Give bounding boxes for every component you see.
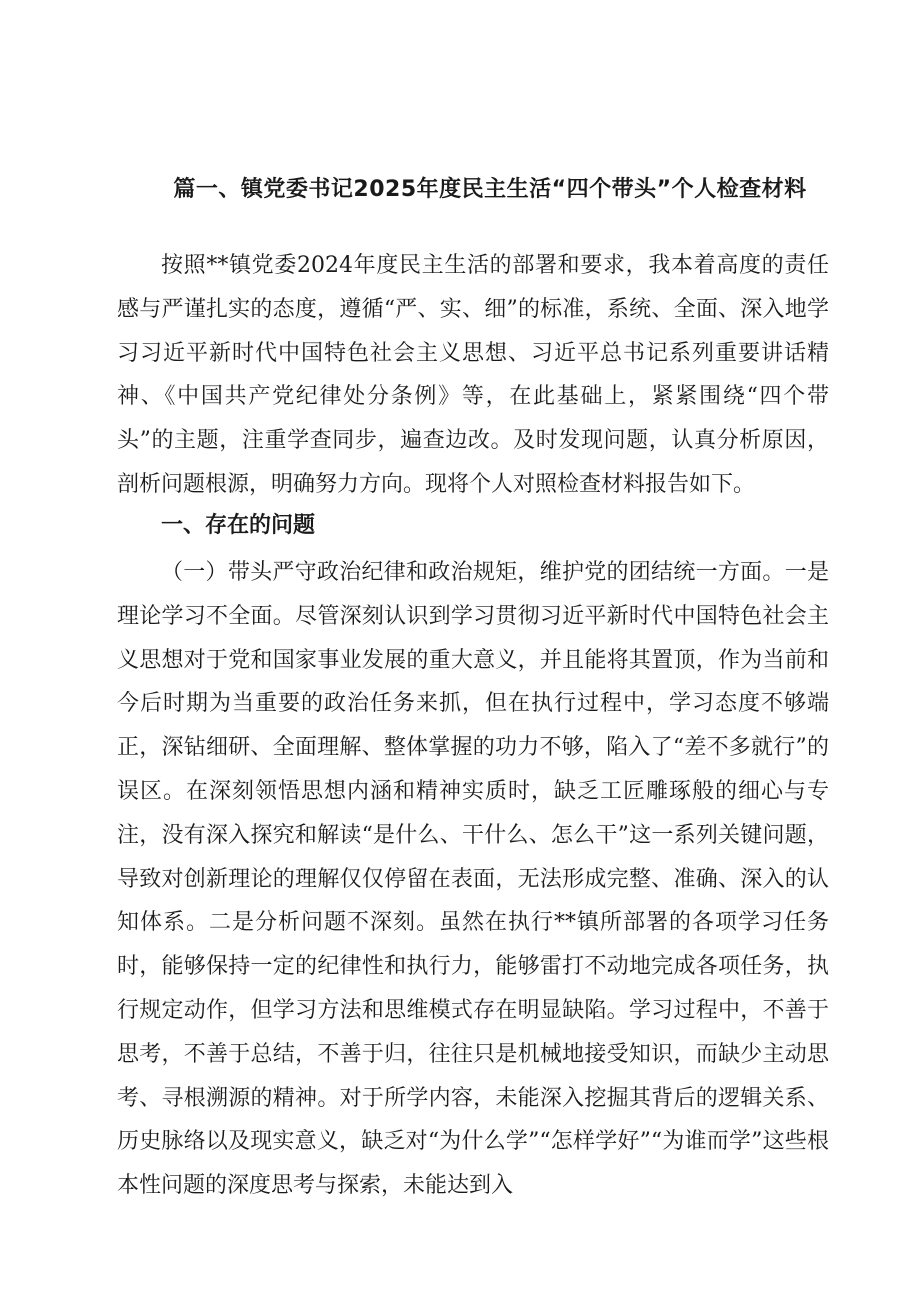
document-title: 篇一、镇党委书记2025年度民主生活“四个带头”个人检查材料 <box>173 176 807 202</box>
intro-paragraph: 按照**镇党委2024年度民主生活的部署和要求，我本着高度的责任感与严谨扎实的态度，遵循“严、实、细”的标准，系统、全面、深入地学习习近平新时代中国特色社会主义思想、习近平总书记系列重要讲话精神、《中国共产党纪律处分条例》等，在此基础上，紧紧围绕“四个带头”的主题，注重学查同步，遍查边改。及时发现问题，认真分析原因，剖析问题根源，明确努力方向。现将个人对照检查材料报告如下。 <box>117 253 829 497</box>
body-paragraph: （一）带头严守政治纪律和政治规矩，维护党的团结统一方面。一是理论学习不全面。尽管深刻认识到学习贯彻习近平新时代中国特色社会主义思想对于党和国家事业发展的重大意义，并且能将其置顶，作为当前和今后时期为当重要的政治任务来抓，但在执行过程中，学习态度不够端正，深钻细研、全面理解、整体掌握的功力不够，陷入了“差不多就行”的误区。在深刻领悟思想内涵和精神实质时，缺乏工匠雕琢般的细心与专注，没有深入探究和解读“是什么、干什么、怎么干”这一系列关键问题，导致对创新理论的理解仅仅停留在表面，无法形成完整、准确、深入的认知体系。二是分析问题不深刻。虽然在执行**镇所部署的各项学习任务时，能够保持一定的纪律性和执行力，能够雷打不动地完成各项任务，执行规定动作，但学习方法和思维模式存在明显缺陷。学习过程中，不善于思考，不善于总结，不善于归，往往只是机械地接受知识，而缺少主动思考、寻根溯源的精神。对于所学内容，未能深入挖掘其背后的逻辑关系、历史脉络以及现实意义，缺乏对“为什么学”“怎样学好”“为谁而学”这些根本性问题的深度思考与探索，未能达到入 <box>117 560 829 1199</box>
section-heading: 一、存在的问题 <box>161 513 316 538</box>
